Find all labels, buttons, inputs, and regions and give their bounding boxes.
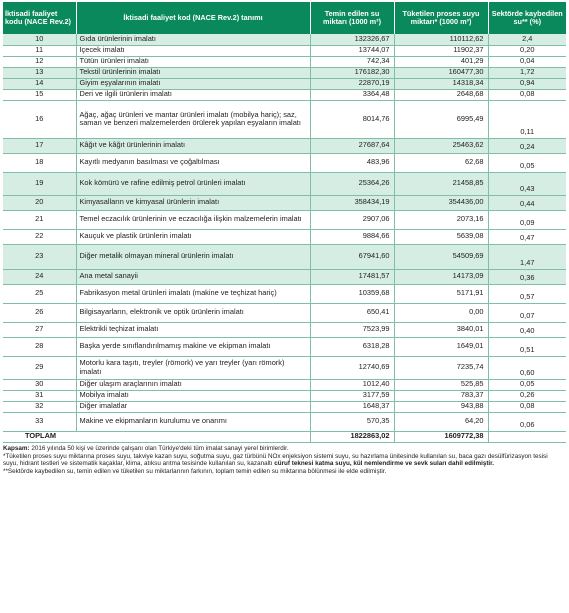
table-row	[3, 153, 566, 172]
row-activity-name: Motorlu kara taşıtı, treyler (römork) ve yarı treyler (yarı römork) imalatı	[76, 356, 310, 379]
scope-note	[3, 445, 563, 452]
row-water-withdrawn: 6318,28	[310, 337, 394, 356]
table-row	[3, 284, 566, 303]
row-process-water-consumed: 25463,62	[394, 138, 488, 153]
row-process-water-consumed: 64,20	[394, 412, 488, 431]
row-process-water-consumed: 110112,62	[394, 34, 488, 45]
table-row	[3, 379, 566, 390]
row-activity-name: Mobilya imalatı	[76, 390, 310, 401]
row-water-loss: 0,04	[488, 56, 566, 67]
row-water-withdrawn: 9884,66	[310, 229, 394, 244]
table-row	[3, 401, 566, 412]
row-process-water-consumed: 11902,37	[394, 45, 488, 56]
row-activity-code: 26	[3, 303, 76, 322]
row-water-withdrawn: 2907,06	[310, 210, 394, 229]
footnote-process-water-bold: cüruf teknesi katma suyu, kül nemlendirme ve sevk suları dahil edilmiştir.	[274, 460, 495, 468]
table-row	[3, 45, 566, 56]
scope-text: 2016 yılında 50 kişi ve üzerinde çalışanı olan Türkiye'deki tüm imalat sanayi yerel birimlerdir.	[29, 444, 289, 452]
row-water-loss: 0,43	[488, 172, 566, 195]
total-row	[3, 431, 566, 442]
row-process-water-consumed: 1649,01	[394, 337, 488, 356]
row-water-loss: 0,57	[488, 284, 566, 303]
header-water-loss: Sektörde kaybedilen su** (%)	[488, 2, 566, 34]
row-process-water-consumed: 54509,69	[394, 244, 488, 269]
total-water-withdrawn: 1822863,02	[310, 431, 394, 442]
footnote-process-water	[3, 453, 563, 468]
row-activity-code: 27	[3, 322, 76, 337]
row-water-withdrawn: 10359,68	[310, 284, 394, 303]
row-water-withdrawn: 13744,07	[310, 45, 394, 56]
row-water-withdrawn: 25364,26	[310, 172, 394, 195]
row-water-withdrawn: 1648,37	[310, 401, 394, 412]
table-row	[3, 337, 566, 356]
document-page	[3, 0, 566, 476]
scope-label: Kapsam:	[3, 444, 30, 452]
row-process-water-consumed: 21458,85	[394, 172, 488, 195]
row-water-withdrawn: 570,35	[310, 412, 394, 431]
table-row	[3, 269, 566, 284]
row-water-loss: 0,07	[488, 303, 566, 322]
row-activity-name: Ana metal sanayii	[76, 269, 310, 284]
row-activity-code: 14	[3, 78, 76, 89]
header-process-water-consumed: Tüketilen proses suyu miktarı* (1000 m³)	[394, 2, 488, 34]
footnote-water-loss: **Sektörde kaybedilen su, temin edilen ve tüketilen su miktarlarının farkının, toplam temin edilen su miktarına bölünmesi ile elde edilmiştir.	[3, 468, 387, 476]
row-process-water-consumed: 0,00	[394, 303, 488, 322]
row-water-loss: 0,09	[488, 210, 566, 229]
row-water-loss: 0,36	[488, 269, 566, 284]
row-activity-code: 25	[3, 284, 76, 303]
total-process-water-consumed: 1609772,38	[394, 431, 488, 442]
row-activity-name: Elektrikli teçhizat imalatı	[76, 322, 310, 337]
row-process-water-consumed: 2073,16	[394, 210, 488, 229]
row-activity-name: Tekstil ürünlerinin imalatı	[76, 67, 310, 78]
row-activity-code: 12	[3, 56, 76, 67]
table-row	[3, 356, 566, 379]
row-water-loss: 0,11	[488, 100, 566, 138]
row-activity-name: Fabrikasyon metal ürünleri imalatı (makine ve teçhizat hariç)	[76, 284, 310, 303]
row-activity-code: 19	[3, 172, 76, 195]
row-activity-name: Diğer metalik olmayan mineral ürünlerin imalatı	[76, 244, 310, 269]
row-process-water-consumed: 3840,01	[394, 322, 488, 337]
row-process-water-consumed: 6995,49	[394, 100, 488, 138]
row-process-water-consumed: 5171,91	[394, 284, 488, 303]
row-water-loss: 0,47	[488, 229, 566, 244]
row-activity-name: Ağaç, ağaç ürünleri ve mantar ürünleri imalatı (mobilya hariç); saz, saman ve benzeri malzemelerden örülerek yapılan eşyaların imalatı	[76, 100, 310, 138]
row-water-withdrawn: 3364,48	[310, 89, 394, 100]
row-activity-code: 33	[3, 412, 76, 431]
row-activity-code: 17	[3, 138, 76, 153]
table-row	[3, 172, 566, 195]
header-activity-name: İktisadi faaliyet kod (NACE Rev.2) tanımı	[76, 2, 310, 34]
row-water-withdrawn: 1012,40	[310, 379, 394, 390]
table-row	[3, 244, 566, 269]
row-activity-code: 20	[3, 195, 76, 210]
row-activity-name: Giyim eşyalarının imalatı	[76, 78, 310, 89]
row-water-withdrawn: 483,96	[310, 153, 394, 172]
row-water-withdrawn: 7523,99	[310, 322, 394, 337]
row-activity-code: 16	[3, 100, 76, 138]
table-row	[3, 303, 566, 322]
row-water-withdrawn: 67941,60	[310, 244, 394, 269]
row-activity-name: Kok kömürü ve rafine edilmiş petrol ürünleri imalatı	[76, 172, 310, 195]
row-water-withdrawn: 27687,64	[310, 138, 394, 153]
table-row	[3, 229, 566, 244]
row-activity-name: Diğer ulaşım araçlarının imalatı	[76, 379, 310, 390]
row-water-loss: 0,06	[488, 412, 566, 431]
row-process-water-consumed: 160477,30	[394, 67, 488, 78]
row-water-loss: 0,20	[488, 45, 566, 56]
table-row	[3, 138, 566, 153]
row-activity-code: 28	[3, 337, 76, 356]
row-water-withdrawn: 176182,30	[310, 67, 394, 78]
row-water-loss: 0,40	[488, 322, 566, 337]
row-water-loss: 0,26	[488, 390, 566, 401]
row-water-withdrawn: 8014,76	[310, 100, 394, 138]
row-process-water-consumed: 354436,00	[394, 195, 488, 210]
row-water-loss: 0,94	[488, 78, 566, 89]
row-water-loss: 0,08	[488, 89, 566, 100]
table-row	[3, 100, 566, 138]
row-activity-code: 13	[3, 67, 76, 78]
row-activity-code: 15	[3, 89, 76, 100]
row-process-water-consumed: 783,37	[394, 390, 488, 401]
row-water-withdrawn: 742,34	[310, 56, 394, 67]
table-row	[3, 89, 566, 100]
table-row	[3, 390, 566, 401]
row-water-loss: 0,08	[488, 401, 566, 412]
row-activity-name: Başka yerde sınıflandırılmamış makine ve ekipman imalatı	[76, 337, 310, 356]
row-activity-name: İçecek imalatı	[76, 45, 310, 56]
row-activity-code: 21	[3, 210, 76, 229]
row-process-water-consumed: 525,85	[394, 379, 488, 390]
row-activity-name: Kimyasalların ve kimyasal ürünlerin imalatı	[76, 195, 310, 210]
row-water-loss: 2,4	[488, 34, 566, 45]
row-activity-code: 23	[3, 244, 76, 269]
row-activity-name: Makine ve ekipmanların kurulumu ve onarımı	[76, 412, 310, 431]
footnote-process-water-text: *Tüketilen proses suyu miktarına proses suyu, takviye kazan suyu, soğutma suyu, gaz türbünü NOx enjeksiyon sistemi suyu, su hazırlama ünitesinde kullanılan su, baca gazı desülfürizasyon tesisi suyu, hidrant testleri ve sistematik kaçaklar, klima, atıksu arıtma tesisinde kullanılan su, kazanaltı	[3, 452, 548, 468]
total-label: TOPLAM	[3, 431, 310, 442]
table-notes	[3, 445, 563, 476]
row-water-loss: 0,05	[488, 153, 566, 172]
row-water-withdrawn: 132326,67	[310, 34, 394, 45]
row-activity-name: Deri ve ilgili ürünlerin imalatı	[76, 89, 310, 100]
row-activity-code: 29	[3, 356, 76, 379]
row-water-loss: 1,47	[488, 244, 566, 269]
row-water-loss: 0,24	[488, 138, 566, 153]
table-header	[3, 2, 566, 34]
row-process-water-consumed: 5639,08	[394, 229, 488, 244]
total-water-loss	[488, 431, 566, 442]
row-process-water-consumed: 7235,74	[394, 356, 488, 379]
row-water-withdrawn: 3177,59	[310, 390, 394, 401]
row-activity-name: Kauçuk ve plastik ürünlerin imalatı	[76, 229, 310, 244]
row-water-loss: 0,44	[488, 195, 566, 210]
header-water-withdrawn: Temin edilen su miktarı (1000 m³)	[310, 2, 394, 34]
row-activity-name: Bilgisayarların, elektronik ve optik ürünlerin imalatı	[76, 303, 310, 322]
table-row	[3, 210, 566, 229]
row-water-withdrawn: 650,41	[310, 303, 394, 322]
row-water-withdrawn: 12740,69	[310, 356, 394, 379]
row-process-water-consumed: 14173,09	[394, 269, 488, 284]
row-process-water-consumed: 14318,34	[394, 78, 488, 89]
row-process-water-consumed: 2648,68	[394, 89, 488, 100]
row-activity-code: 18	[3, 153, 76, 172]
row-water-withdrawn: 22870,19	[310, 78, 394, 89]
table-row	[3, 67, 566, 78]
row-activity-code: 22	[3, 229, 76, 244]
row-water-loss: 0,60	[488, 356, 566, 379]
table-row	[3, 56, 566, 67]
row-activity-code: 24	[3, 269, 76, 284]
row-activity-name: Gıda ürünlerinin imalatı	[76, 34, 310, 45]
row-water-withdrawn: 17481,57	[310, 269, 394, 284]
row-process-water-consumed: 401,29	[394, 56, 488, 67]
row-process-water-consumed: 943,88	[394, 401, 488, 412]
table-row	[3, 195, 566, 210]
row-activity-code: 30	[3, 379, 76, 390]
table-row	[3, 412, 566, 431]
row-activity-name: Kâğıt ve kâğıt ürünlerinin imalatı	[76, 138, 310, 153]
water-usage-table	[3, 2, 566, 443]
row-activity-code: 32	[3, 401, 76, 412]
table-row	[3, 78, 566, 89]
row-activity-name: Kayıtlı medyanın basılması ve çoğaltılması	[76, 153, 310, 172]
row-activity-code: 31	[3, 390, 76, 401]
row-water-loss: 0,51	[488, 337, 566, 356]
row-activity-code: 11	[3, 45, 76, 56]
row-water-loss: 0,05	[488, 379, 566, 390]
table-row	[3, 322, 566, 337]
table-row	[3, 34, 566, 45]
row-process-water-consumed: 62,68	[394, 153, 488, 172]
row-activity-name: Tütün ürünleri imalatı	[76, 56, 310, 67]
row-water-withdrawn: 358434,19	[310, 195, 394, 210]
header-activity-code: İktisadi faaliyet kodu (NACE Rev.2)	[3, 2, 76, 34]
row-activity-name: Temel eczacılık ürünlerinin ve eczacılığa ilişkin malzemelerin imalatı	[76, 210, 310, 229]
row-activity-code: 10	[3, 34, 76, 45]
row-activity-name: Diğer imalatlar	[76, 401, 310, 412]
table-body	[3, 34, 566, 442]
row-water-loss: 1,72	[488, 67, 566, 78]
